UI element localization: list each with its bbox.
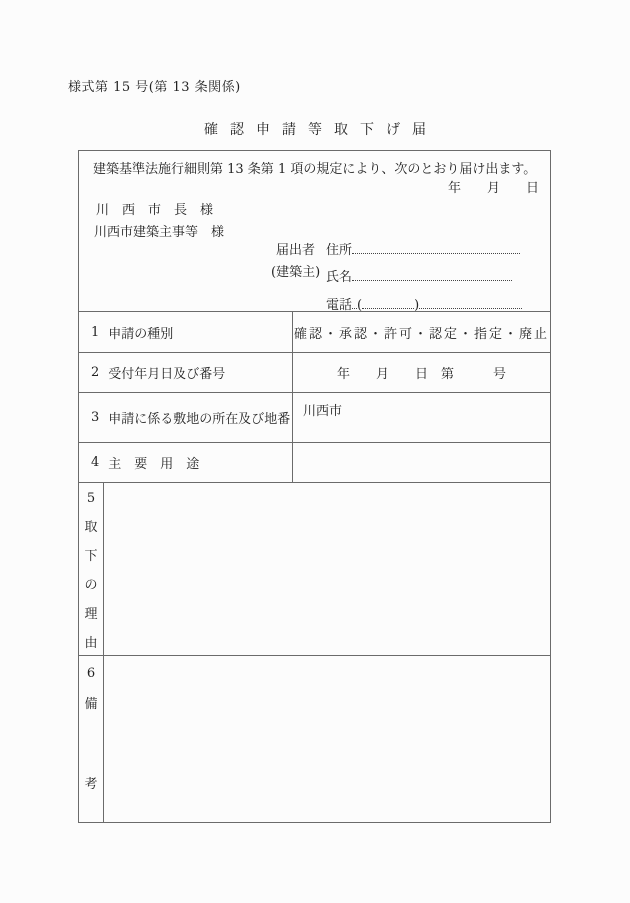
row1-number: 1 (91, 324, 100, 340)
address-entry-line (352, 241, 520, 254)
row6-value-cell (104, 656, 550, 822)
addressee-building-official: 川西市建築主事等 様 (94, 225, 225, 240)
row3-value-cell: 川西市 (303, 404, 343, 419)
table-row-principal-use (79, 442, 550, 482)
address-field (326, 239, 520, 258)
document-title: 確認申請等取下げ届 (204, 122, 438, 138)
row5-char: 理 (84, 607, 98, 622)
address-label: 住所 (326, 243, 353, 258)
table-row-remarks (79, 655, 550, 822)
phone-label: 電話 (326, 298, 353, 313)
row2-number: 2 (91, 365, 100, 380)
applicant-label: 届出者 (276, 243, 316, 258)
table-row-withdrawal-reason (79, 482, 550, 655)
row4-value-cell (293, 443, 550, 482)
row3-header-cell (79, 393, 293, 442)
phone-paren-open: ( (357, 298, 363, 313)
row1-header-cell (79, 312, 293, 352)
row5-vertical-label (79, 483, 104, 655)
row6-vertical-label (79, 656, 104, 822)
date-line: 年 月 日 (447, 181, 539, 196)
table-row-application-type (79, 311, 550, 352)
table-row-site-location (79, 392, 550, 442)
row5-char: 取 (84, 520, 98, 535)
row5-value-cell (104, 483, 550, 655)
row4-label: 主 要 用 途 (108, 457, 200, 472)
row5-number: 5 (86, 491, 96, 506)
row2-label: 受付年月日及び番号 (108, 367, 226, 382)
row6-number: 6 (86, 666, 96, 681)
row2-header-cell (79, 353, 293, 392)
name-field (326, 266, 512, 285)
regulation-intro-text: 建築基準法施行細則第 13 条第 1 項の規定により、次のとおり届け出ます。 (93, 162, 537, 177)
application-form-table (78, 150, 551, 823)
row5-char: の (84, 578, 98, 593)
row1-value-cell: 確認・承認・許可・認定・指定・廃止 (293, 326, 549, 342)
table-row-receipt-date-number (79, 352, 550, 392)
name-entry-line (352, 268, 512, 281)
addressee-mayor: 川 西 市 長 様 (96, 203, 214, 218)
row5-char: 由 (84, 636, 98, 651)
phone-field (326, 294, 522, 313)
row6-char: 考 (84, 777, 98, 792)
name-label: 氏名 (326, 270, 353, 285)
row4-number: 4 (91, 455, 100, 470)
row2-value-cell: 年 月 日 第 号 (336, 367, 506, 382)
form-header-box (79, 151, 550, 311)
row3-label: 申請に係る敷地の所在及び地番 (108, 412, 291, 427)
row4-header-cell (79, 443, 293, 482)
phone-area-entry-line (362, 296, 414, 309)
phone-number-entry-line (419, 296, 522, 309)
row6-char: 備 (84, 697, 98, 712)
phone-paren-close: ) (414, 298, 420, 313)
row5-char: 下 (84, 549, 98, 564)
applicant-sublabel: (建築主) (271, 265, 321, 280)
row1-label: 申請の種別 (108, 326, 174, 342)
row3-number: 3 (91, 410, 100, 425)
form-number: 様式第 15 号(第 13 条関係) (68, 80, 241, 95)
